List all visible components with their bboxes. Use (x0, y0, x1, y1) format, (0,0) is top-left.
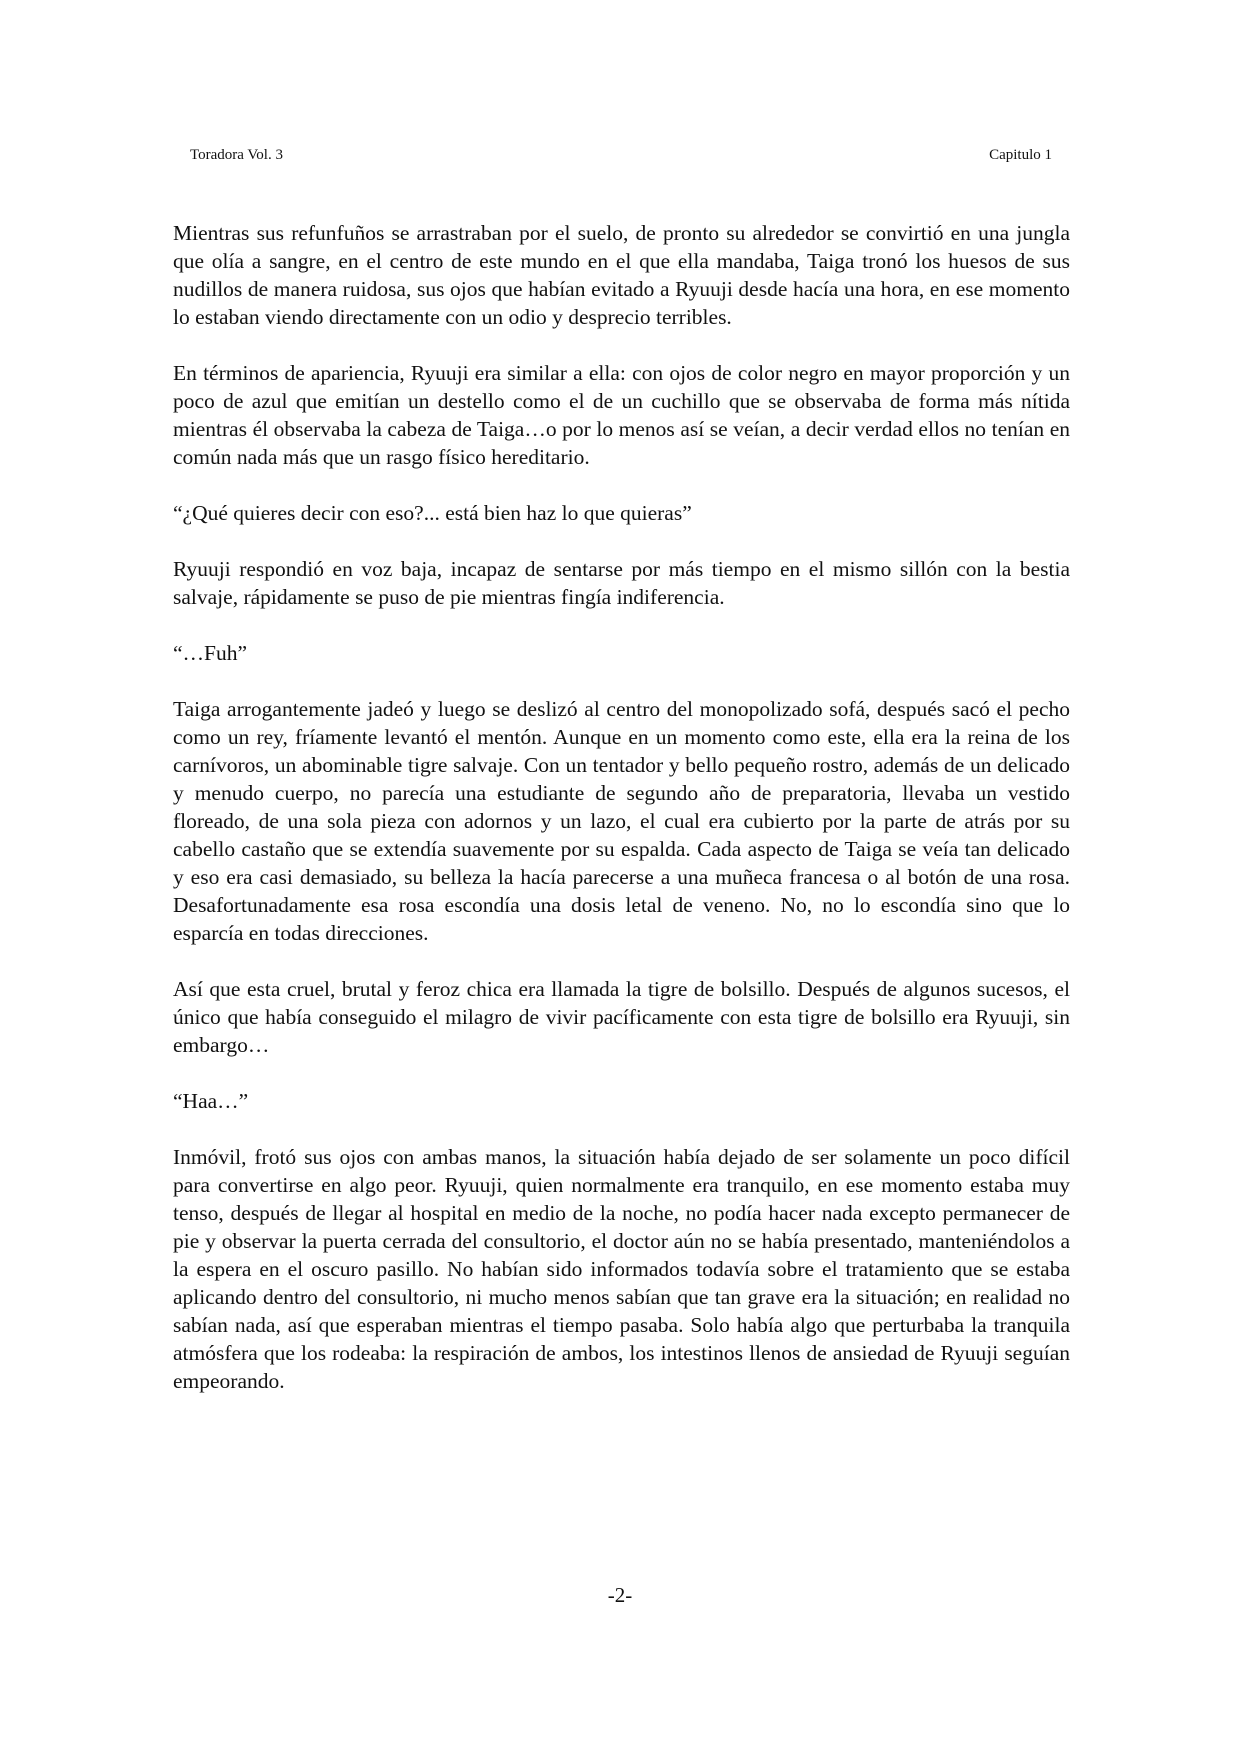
dialogue-line: “…Fuh” (173, 641, 248, 665)
paragraph: En términos de apariencia, Ryuuji era similar a ella: con ojos de color negro en mayor proporción y un poco de azul que emitían un destello como el de un cuchillo que se observaba de forma más nítida mientras él observaba la cabeza de Taiga…o por lo menos así se veían, a decir verdad ellos no tenían en común nada más que un rasgo físico hereditario. (173, 361, 1070, 469)
paragraph: Mientras sus refunfuños se arrastraban por el suelo, de pronto su alrededor se convirtió en una jungla que olía a sangre, en el centro de este mundo en el que ella mandaba, Taiga tronó los huesos de sus nudillos de manera ruidosa, sus ojos que habían evitado a Ryuuji desde hacía una hora, en ese momento lo estaban viendo directamente con un odio y desprecio terribles. (173, 221, 1070, 329)
paragraph: Así que esta cruel, brutal y feroz chica era llamada la tigre de bolsillo. Después de algunos sucesos, el único que había conseguido el milagro de vivir pacíficamente con esta tigre de bolsillo era Ryuuji, sin embargo… (173, 977, 1070, 1057)
body-text (173, 219, 1070, 1423)
paragraph: Taiga arrogantemente jadeó y luego se deslizó al centro del monopolizado sofá, después sacó el pecho como un rey, fríamente levantó el mentón. Aunque en un momento como este, ella era la reina de los carnívoros, un abominable tigre salvaje. Con un tentador y bello pequeño rostro, además de un delicado y menudo cuerpo, no parecía una estudiante de segundo año de preparatoria, llevaba un vestido floreado, de una sola pieza con adornos y un lazo, el cual era cubierto por la parte de atrás por su cabello castaño que se extendía suavemente por su espalda. Cada aspecto de Taiga se veía tan delicado y eso era casi demasiado, su belleza la hacía parecerse a una muñeca francesa o al botón de una rosa. Desafortunadamente esa rosa escondía una dosis letal de veneno. No, no lo escondía sino que lo esparcía en todas direcciones. (173, 697, 1070, 945)
page-number: -2- (607, 1583, 633, 1607)
dialogue-line: “Haa…” (173, 1089, 249, 1113)
header-chapter: Capitulo 1 (989, 147, 1052, 163)
dialogue-line: “¿Qué quieres decir con eso?... está bien haz lo que quieras” (173, 501, 692, 525)
header-book-title: Toradora Vol. 3 (190, 147, 283, 163)
paragraph: Ryuuji respondió en voz baja, incapaz de sentarse por más tiempo en el mismo sillón con la bestia salvaje, rápidamente se puso de pie mientras fingía indiferencia. (173, 557, 1070, 609)
paragraph: Inmóvil, frotó sus ojos con ambas manos, la situación había dejado de ser solamente un poco difícil para convertirse en algo peor. Ryuuji, quien normalmente era tranquilo, en ese momento estaba muy tenso, después de llegar al hospital en medio de la noche, no podía hacer nada excepto permanecer de pie y observar la puerta cerrada del consultorio, el doctor aún no se había presentado, manteniéndolos a la espera en el oscuro pasillo. No habían sido informados todavía sobre el tratamiento que se estaba aplicando dentro del consultorio, ni mucho menos sabían que tan grave era la situación; en realidad no sabían nada, así que esperaban mientras el tiempo pasaba. Solo había algo que perturbaba la tranquila atmósfera que los rodeaba: la respiración de ambos, los intestinos llenos de ansiedad de Ryuuji seguían empeorando. (173, 1145, 1070, 1393)
